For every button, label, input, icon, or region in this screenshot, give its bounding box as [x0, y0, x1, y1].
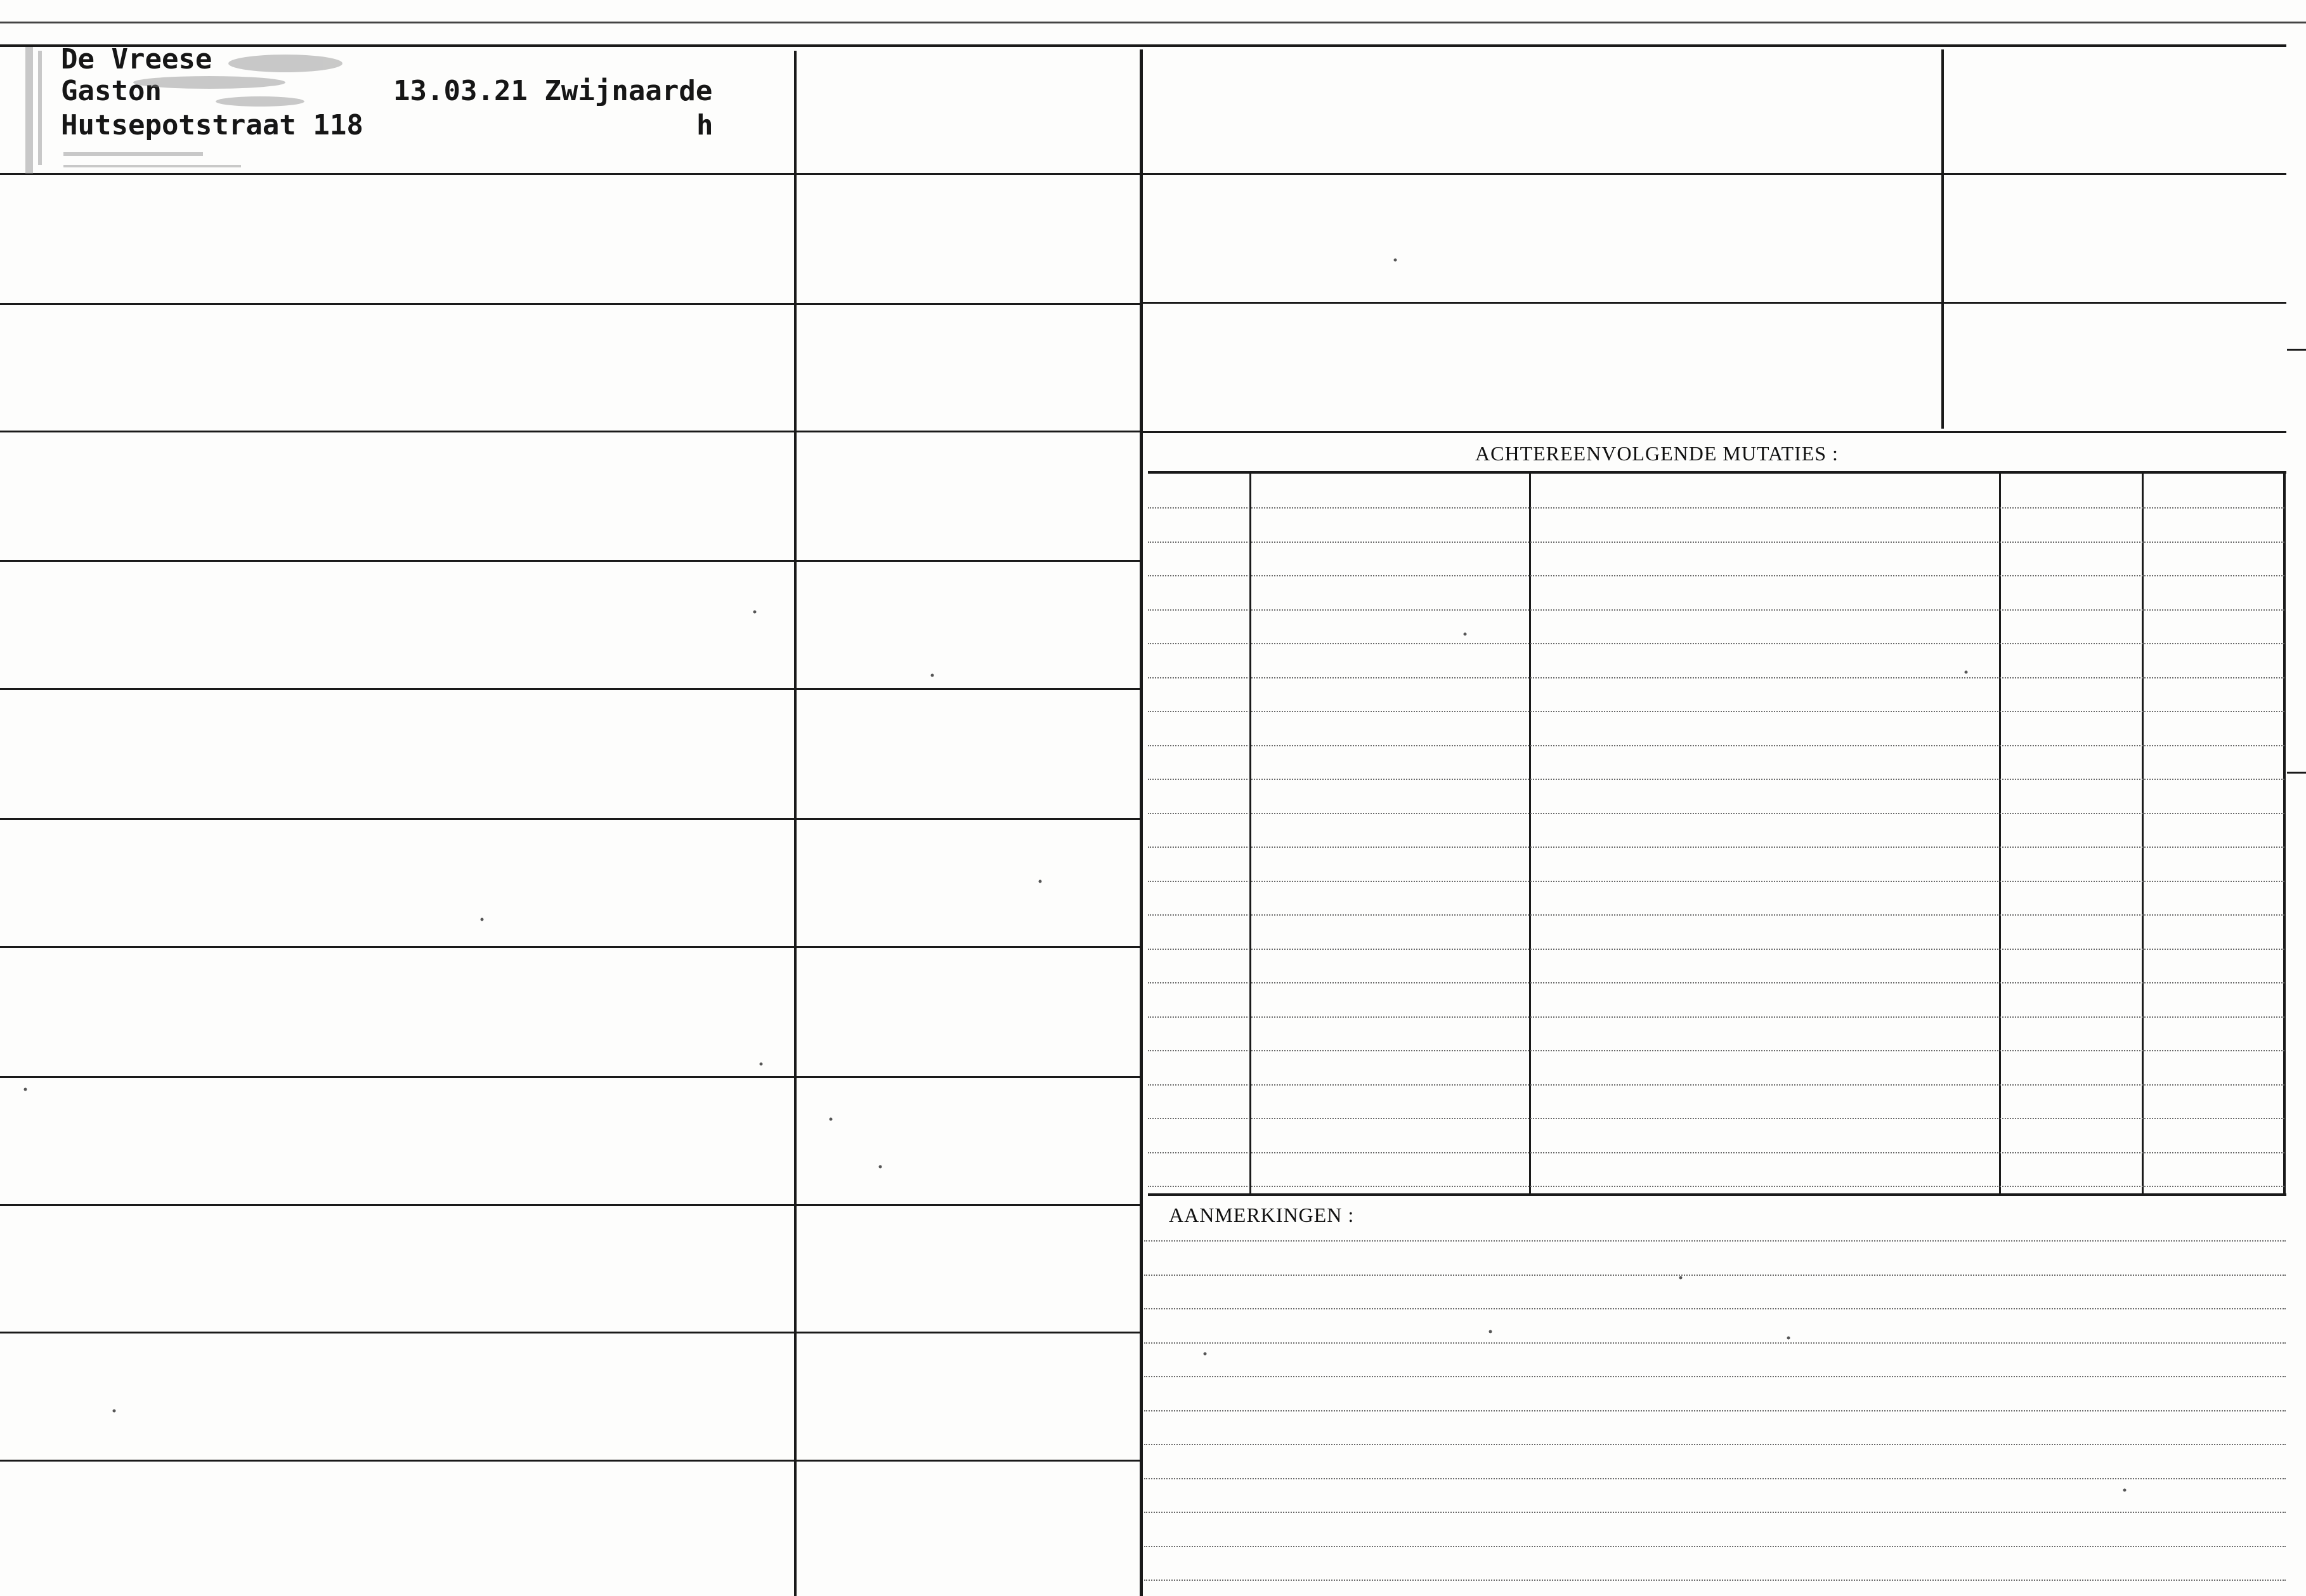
- paper-speck: [1394, 259, 1397, 262]
- mutations-col-line: [2283, 472, 2286, 1195]
- paper-speck: [931, 674, 934, 677]
- remarks-ruled-line: [1144, 1546, 2286, 1547]
- household-code: h: [696, 109, 713, 141]
- mutations-ruled-line: [1148, 1118, 2284, 1119]
- remarks-ruled-line: [1144, 1376, 2286, 1377]
- mutations-col-line: [1249, 472, 1251, 1195]
- left-row-line: [0, 946, 1142, 948]
- mutations-ruled-line: [1148, 779, 2284, 780]
- paper-speck: [2123, 1489, 2127, 1492]
- remarks-ruled-line: [1144, 1275, 2286, 1276]
- left-row-line: [0, 1076, 1142, 1078]
- left-row-line: [0, 1460, 1142, 1462]
- paper-speck: [113, 1410, 116, 1413]
- remarks-ruled-line: [1144, 1580, 2286, 1581]
- mutations-col-line: [2142, 472, 2144, 1195]
- mutations-col-line: [1999, 472, 2001, 1195]
- remarks-ruled-line: [1144, 1308, 2286, 1309]
- left-row-line: [0, 431, 1142, 432]
- left-row-line: [0, 303, 1142, 305]
- street-address: Hutsepotstraat 118: [61, 109, 363, 141]
- remarks-ruled-line: [1144, 1478, 2286, 1479]
- paper-speck: [1039, 880, 1042, 883]
- mutations-ruled-line: [1148, 1152, 2284, 1153]
- mutations-ruled-line: [1148, 575, 2284, 576]
- left-row-line: [0, 1332, 1142, 1333]
- mutations-ruled-line: [1148, 949, 2284, 950]
- mutations-ruled-line: [1148, 881, 2284, 882]
- mutations-ruled-line: [1148, 507, 2284, 509]
- paper-speck: [481, 918, 484, 921]
- mutations-ruled-line: [1148, 542, 2284, 543]
- remarks-ruled-line: [1144, 1240, 2286, 1242]
- remarks-ruled-line: [1144, 1342, 2286, 1344]
- mutations-ruled-line: [1148, 1016, 2284, 1018]
- mutations-table-bottom: [1148, 1193, 2286, 1196]
- paper-speck: [1204, 1353, 1207, 1356]
- scan-top-edge: [0, 22, 2306, 23]
- paper-speck: [24, 1088, 27, 1091]
- stamp-smudge: [19, 44, 425, 178]
- remarks-ruled-line: [1144, 1512, 2286, 1513]
- mutations-ruled-line: [1148, 914, 2284, 916]
- right-row-line: [1143, 173, 2286, 175]
- mutations-ruled-line: [1148, 711, 2284, 712]
- left-column-divider: [794, 51, 797, 1596]
- mutations-ruled-line: [1148, 643, 2284, 644]
- surname: De Vreese: [61, 43, 212, 75]
- birth-date-place: 13.03.21 Zwijnaarde: [393, 75, 713, 107]
- mutations-ruled-line: [1148, 609, 2284, 611]
- paper-speck: [1464, 633, 1467, 636]
- firstname: Gaston: [61, 75, 162, 107]
- paper-speck: [1965, 671, 1968, 674]
- paper-speck: [1489, 1330, 1492, 1333]
- mutations-ruled-line: [1148, 982, 2284, 983]
- margin-tick: [2287, 772, 2306, 774]
- left-row-line: [0, 560, 1142, 562]
- mutations-heading: ACHTEREENVOLGENDE MUTATIES :: [1475, 442, 1839, 465]
- left-row-line: [0, 688, 1142, 690]
- right-row-line: [1143, 302, 2286, 304]
- mutations-ruled-line: [1148, 1050, 2284, 1051]
- remarks-ruled-line: [1144, 1444, 2286, 1445]
- paper-speck: [760, 1063, 763, 1066]
- mutations-table-top: [1148, 471, 2286, 474]
- paper-speck: [753, 611, 757, 614]
- mutations-ruled-line: [1148, 1186, 2284, 1187]
- center-divider: [1140, 49, 1143, 1596]
- paper-speck: [879, 1165, 882, 1169]
- mutations-ruled-line: [1148, 813, 2284, 814]
- right-row-line: [1143, 431, 2286, 433]
- remarks-heading: AANMERKINGEN :: [1169, 1203, 1355, 1226]
- mutations-ruled-line: [1148, 847, 2284, 848]
- right-top-divider: [1941, 49, 1944, 429]
- mutations-ruled-line: [1148, 677, 2284, 678]
- remarks-ruled-line: [1144, 1410, 2286, 1411]
- mutations-ruled-line: [1148, 1084, 2284, 1086]
- mutations-col-line: [1529, 472, 1531, 1195]
- paper-speck: [1679, 1276, 1683, 1280]
- left-row-line: [0, 1204, 1142, 1206]
- mutations-ruled-line: [1148, 745, 2284, 746]
- paper-speck: [1787, 1337, 1790, 1340]
- left-row-line: [0, 818, 1142, 820]
- paper-speck: [830, 1118, 833, 1121]
- margin-tick: [2287, 349, 2306, 351]
